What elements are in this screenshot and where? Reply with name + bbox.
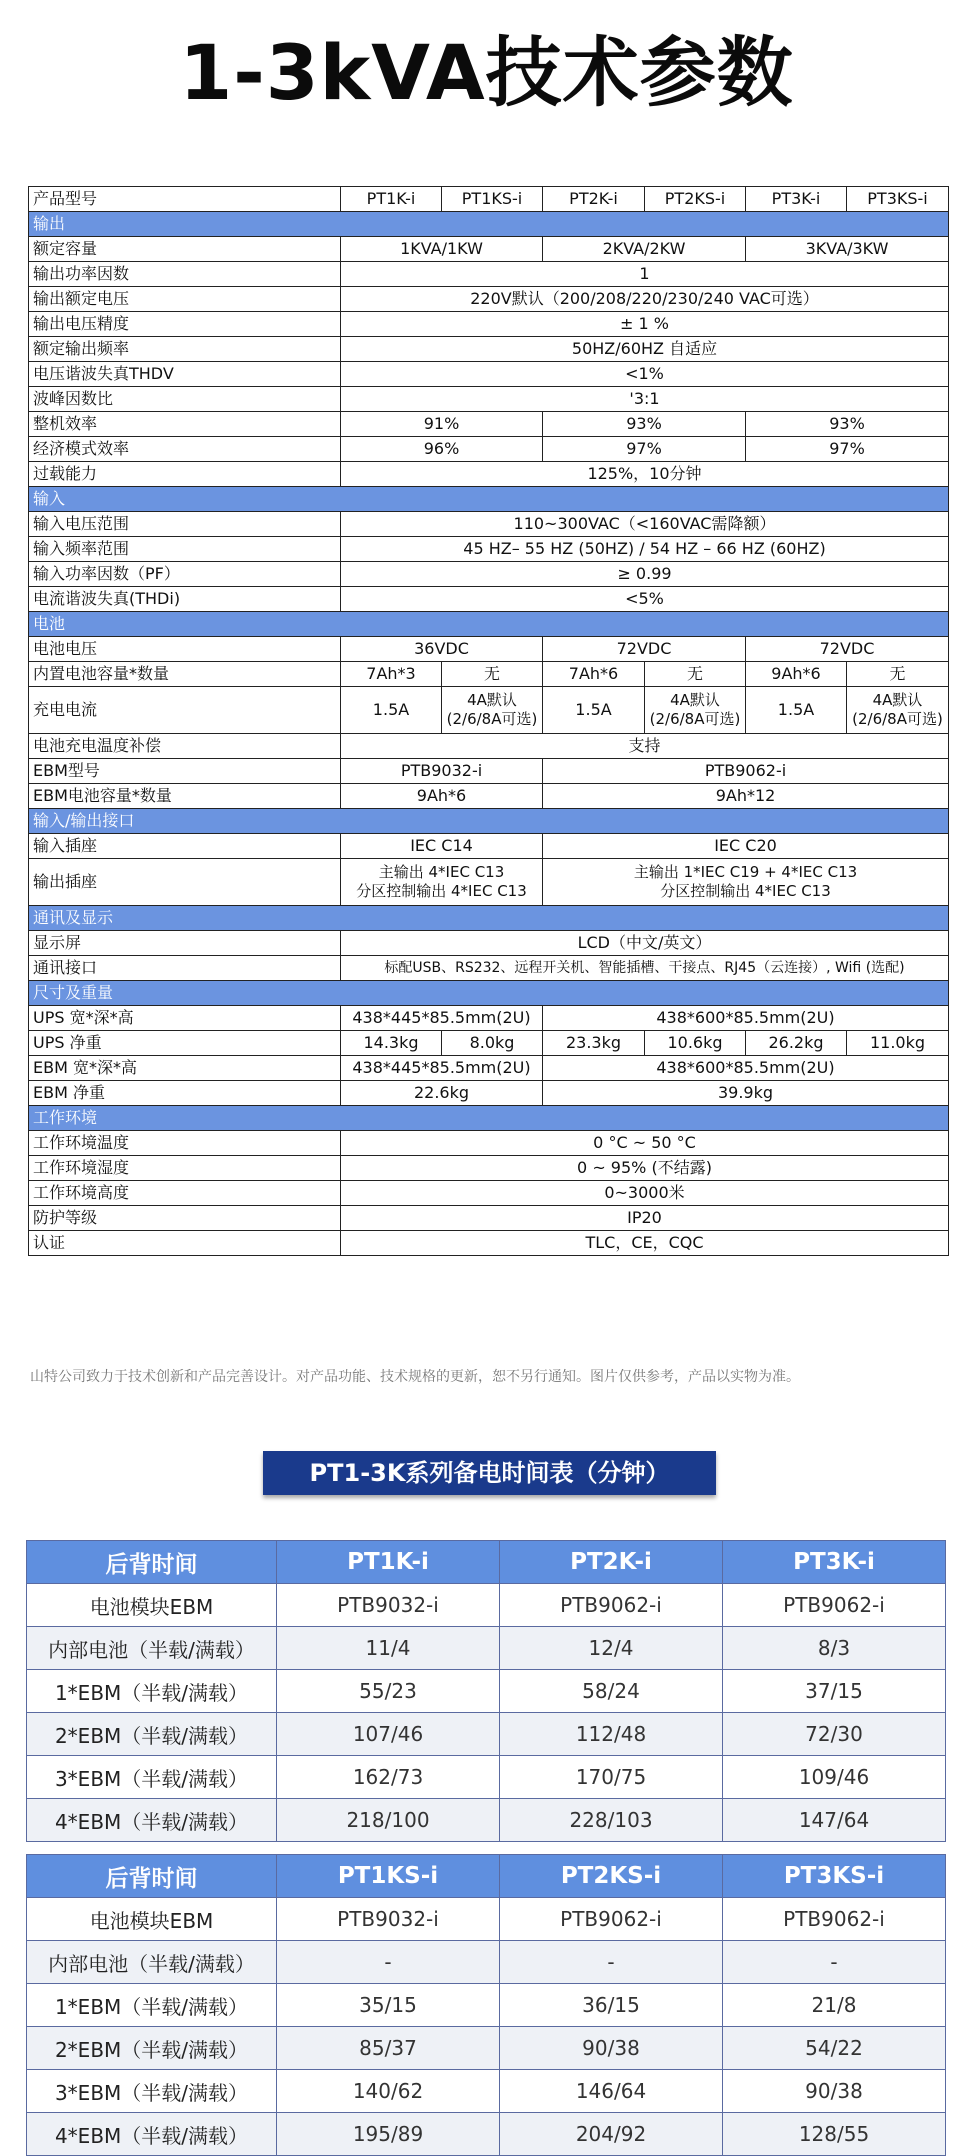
table-cell: PTB9062-i — [500, 1584, 723, 1627]
spec-label: 认证 — [29, 1231, 341, 1256]
spec-label: 输入频率范围 — [29, 537, 341, 562]
table-cell: 128/55 — [723, 2113, 946, 2156]
spec-value: PTB9062-i — [543, 759, 949, 784]
section-title: 工作环境 — [29, 1106, 949, 1131]
table-row — [27, 2070, 946, 2113]
table-row — [27, 1799, 946, 1842]
spec-value: IP20 — [341, 1206, 949, 1231]
spec-label: 额定输出频率 — [29, 337, 341, 362]
spec-row — [29, 784, 949, 809]
table-row — [27, 1984, 946, 2027]
spec-row — [29, 834, 949, 859]
spec-row — [29, 687, 949, 734]
spec-label: EBM 宽*深*高 — [29, 1056, 341, 1081]
table-cell: 85/37 — [277, 2027, 500, 2070]
spec-value — [645, 687, 746, 734]
spec-label: 电池电压 — [29, 637, 341, 662]
spec-value: 7Ah*3 — [341, 662, 442, 687]
section-env — [29, 1106, 949, 1131]
header-cell: PT1K-i — [277, 1541, 500, 1584]
spec-label: 整机效率 — [29, 412, 341, 437]
table-cell: 35/15 — [277, 1984, 500, 2027]
section-title: 输入/输出接口 — [29, 809, 949, 834]
spec-label: 输出电压精度 — [29, 312, 341, 337]
table-row — [27, 1756, 946, 1799]
spec-value: 438*600*85.5mm(2U) — [543, 1056, 949, 1081]
spec-value: IEC C20 — [543, 834, 949, 859]
spec-value: <1% — [341, 362, 949, 387]
table-row — [27, 2027, 946, 2070]
spec-value: 1.5A — [543, 687, 645, 734]
row-label: 4*EBM（半载/满载） — [27, 2113, 277, 2156]
spec-value: 26.2kg — [746, 1031, 847, 1056]
spec-value: 1.5A — [746, 687, 847, 734]
spec-value: 14.3kg — [341, 1031, 442, 1056]
main-output: 主输出 4*IEC C13 — [378, 863, 505, 881]
spec-label: 输入电压范围 — [29, 512, 341, 537]
table-cell: 218/100 — [277, 1799, 500, 1842]
section-output — [29, 212, 949, 237]
table-cell: 90/38 — [723, 2070, 946, 2113]
spec-label: 波峰因数比 — [29, 387, 341, 412]
spec-value — [543, 859, 949, 906]
section-title: 输入 — [29, 487, 949, 512]
spec-value: 220V默认（200/208/220/230/240 VAC可选） — [341, 287, 949, 312]
model-cell: PT2KS-i — [645, 187, 746, 212]
spec-row — [29, 1081, 949, 1106]
spec-label: 产品型号 — [29, 187, 341, 212]
table-row — [27, 1713, 946, 1756]
spec-row — [29, 859, 949, 906]
spec-value: 2KVA/2KW — [543, 237, 746, 262]
table-row — [27, 1627, 946, 1670]
spec-row — [29, 1031, 949, 1056]
spec-value: 无 — [442, 662, 543, 687]
spec-value: 36VDC — [341, 637, 543, 662]
spec-row — [29, 1231, 949, 1256]
backup-table-standard — [26, 1540, 946, 1842]
spec-label: 输出功率因数 — [29, 262, 341, 287]
spec-row — [29, 287, 949, 312]
spec-label: 过载能力 — [29, 462, 341, 487]
section-input — [29, 487, 949, 512]
table-cell: 107/46 — [277, 1713, 500, 1756]
row-label: 1*EBM（半载/满载） — [27, 1984, 277, 2027]
section-battery — [29, 612, 949, 637]
table-cell: PTB9032-i — [277, 1898, 500, 1941]
spec-value: 96% — [341, 437, 543, 462]
spec-value: 438*445*85.5mm(2U) — [341, 1056, 543, 1081]
row-label: 电池模块EBM — [27, 1584, 277, 1627]
charge-options: (2/6/8A可选) — [649, 710, 741, 728]
spec-row — [29, 662, 949, 687]
spec-value: 支持 — [341, 734, 949, 759]
spec-row — [29, 237, 949, 262]
spec-row — [29, 587, 949, 612]
spec-value: 7Ah*6 — [543, 662, 645, 687]
spec-row — [29, 1156, 949, 1181]
table-row — [27, 1584, 946, 1627]
spec-row — [29, 1181, 949, 1206]
spec-value: 50HZ/60HZ 自适应 — [341, 337, 949, 362]
table-cell: 228/103 — [500, 1799, 723, 1842]
spec-value: 93% — [543, 412, 746, 437]
spec-label: 输入功率因数（PF） — [29, 562, 341, 587]
header-cell: PT3KS-i — [723, 1855, 946, 1898]
backup-header-row — [27, 1541, 946, 1584]
row-label: 4*EBM（半载/满载） — [27, 1799, 277, 1842]
spec-row — [29, 1206, 949, 1231]
spec-value: 8.0kg — [442, 1031, 543, 1056]
spec-row — [29, 1131, 949, 1156]
spec-value: IEC C14 — [341, 834, 543, 859]
spec-label: 显示屏 — [29, 931, 341, 956]
table-cell: - — [500, 1941, 723, 1984]
table-cell: 195/89 — [277, 2113, 500, 2156]
table-cell: 21/8 — [723, 1984, 946, 2027]
section-io — [29, 809, 949, 834]
spec-label: 输出额定电压 — [29, 287, 341, 312]
table-cell: 162/73 — [277, 1756, 500, 1799]
spec-label: UPS 净重 — [29, 1031, 341, 1056]
section-title: 电池 — [29, 612, 949, 637]
header-cell: PT2K-i — [500, 1541, 723, 1584]
table-row — [27, 1941, 946, 1984]
spec-label: 输出插座 — [29, 859, 341, 906]
spec-label: 防护等级 — [29, 1206, 341, 1231]
spec-row — [29, 412, 949, 437]
spec-row — [29, 512, 949, 537]
spec-label: 电池充电温度补偿 — [29, 734, 341, 759]
table-cell: 140/62 — [277, 2070, 500, 2113]
spec-label: 经济模式效率 — [29, 437, 341, 462]
spec-value: 9Ah*6 — [341, 784, 543, 809]
spec-value: LCD（中文/英文） — [341, 931, 949, 956]
table-cell: 36/15 — [500, 1984, 723, 2027]
backup-table-long — [26, 1854, 946, 2156]
spec-label: 工作环境温度 — [29, 1131, 341, 1156]
model-cell: PT3KS-i — [847, 187, 949, 212]
spec-row — [29, 462, 949, 487]
spec-value — [442, 687, 543, 734]
spec-value: TLC，CE，CQC — [341, 1231, 949, 1256]
zone-output: 分区控制输出 4*IEC C13 — [356, 882, 527, 900]
row-label: 3*EBM（半载/满载） — [27, 1756, 277, 1799]
spec-header-row — [29, 187, 949, 212]
section-title: 输出 — [29, 212, 949, 237]
table-cell: 54/22 — [723, 2027, 946, 2070]
spec-label: 工作环境湿度 — [29, 1156, 341, 1181]
spec-value: 1KVA/1KW — [341, 237, 543, 262]
spec-label: EBM电池容量*数量 — [29, 784, 341, 809]
spec-value: <5% — [341, 587, 949, 612]
spec-value: 0~3000米 — [341, 1181, 949, 1206]
spec-row — [29, 337, 949, 362]
table-cell: 147/64 — [723, 1799, 946, 1842]
row-label: 内部电池（半载/满载） — [27, 1941, 277, 1984]
backup-time-banner: PT1-3K系列备电时间表（分钟） — [263, 1451, 716, 1495]
spec-label: 工作环境高度 — [29, 1181, 341, 1206]
spec-value: PTB9032-i — [341, 759, 543, 784]
zone-output: 分区控制输出 4*IEC C13 — [660, 882, 831, 900]
table-cell: PTB9062-i — [500, 1898, 723, 1941]
model-cell: PT2K-i — [543, 187, 645, 212]
table-cell: 109/46 — [723, 1756, 946, 1799]
table-cell: 58/24 — [500, 1670, 723, 1713]
table-cell: PTB9062-i — [723, 1898, 946, 1941]
row-label: 3*EBM（半载/满载） — [27, 2070, 277, 2113]
spec-value: 0 °C ~ 50 °C — [341, 1131, 949, 1156]
row-label: 2*EBM（半载/满载） — [27, 2027, 277, 2070]
section-title: 尺寸及重量 — [29, 981, 949, 1006]
header-cell: PT2KS-i — [500, 1855, 723, 1898]
table-cell: 37/15 — [723, 1670, 946, 1713]
spec-row — [29, 1056, 949, 1081]
spec-label: 通讯接口 — [29, 956, 341, 981]
spec-value: 23.3kg — [543, 1031, 645, 1056]
spec-value: 91% — [341, 412, 543, 437]
spec-row — [29, 312, 949, 337]
spec-value: 3KVA/3KW — [746, 237, 949, 262]
spec-label: UPS 宽*深*高 — [29, 1006, 341, 1031]
table-cell: PTB9062-i — [723, 1584, 946, 1627]
table-cell: - — [277, 1941, 500, 1984]
spec-row — [29, 537, 949, 562]
row-label: 1*EBM（半载/满载） — [27, 1670, 277, 1713]
row-label: 内部电池（半载/满载） — [27, 1627, 277, 1670]
spec-label: 电压谐波失真THDV — [29, 362, 341, 387]
spec-value: 125%，10分钟 — [341, 462, 949, 487]
table-cell: 146/64 — [500, 2070, 723, 2113]
spec-label: 额定容量 — [29, 237, 341, 262]
spec-label: EBM 净重 — [29, 1081, 341, 1106]
model-cell: PT3K-i — [746, 187, 847, 212]
row-label: 2*EBM（半载/满载） — [27, 1713, 277, 1756]
page-title: 1-3kVA技术参数 — [179, 28, 794, 117]
spec-value: 标配USB、RS232、远程开关机、智能插槽、干接点、RJ45（云连接）, Wifi (选配) — [341, 956, 949, 981]
section-comm — [29, 906, 949, 931]
spec-value: 11.0kg — [847, 1031, 949, 1056]
spec-value: ± 1 % — [341, 312, 949, 337]
table-cell: 112/48 — [500, 1713, 723, 1756]
table-cell: 72/30 — [723, 1713, 946, 1756]
row-label: 电池模块EBM — [27, 1898, 277, 1941]
charge-default: 4A默认 — [467, 691, 517, 709]
header-cell: PT3K-i — [723, 1541, 946, 1584]
table-row — [27, 2113, 946, 2156]
table-row — [27, 1898, 946, 1941]
spec-row — [29, 362, 949, 387]
spec-value: 39.9kg — [543, 1081, 949, 1106]
spec-row — [29, 759, 949, 784]
spec-value: 22.6kg — [341, 1081, 543, 1106]
table-cell: 8/3 — [723, 1627, 946, 1670]
spec-value: 97% — [543, 437, 746, 462]
spec-value: 438*445*85.5mm(2U) — [341, 1006, 543, 1031]
spec-label: 内置电池容量*数量 — [29, 662, 341, 687]
charge-options: (2/6/8A可选) — [446, 710, 538, 728]
spec-row — [29, 637, 949, 662]
charge-default: 4A默认 — [872, 691, 923, 709]
spec-value: 1.5A — [341, 687, 442, 734]
table-cell: 170/75 — [500, 1756, 723, 1799]
spec-value — [847, 687, 949, 734]
spec-table — [28, 186, 949, 1256]
spec-value: 无 — [847, 662, 949, 687]
spec-value: 72VDC — [543, 637, 746, 662]
spec-label: 电流谐波失真(THDi) — [29, 587, 341, 612]
spec-value: 无 — [645, 662, 746, 687]
spec-row — [29, 956, 949, 981]
header-cell: 后背时间 — [27, 1855, 277, 1898]
section-size — [29, 981, 949, 1006]
table-row — [27, 1670, 946, 1713]
main-output: 主输出 1*IEC C19 + 4*IEC C13 — [633, 863, 858, 881]
spec-row — [29, 387, 949, 412]
spec-row — [29, 437, 949, 462]
spec-value: ≥ 0.99 — [341, 562, 949, 587]
spec-row — [29, 562, 949, 587]
table-cell: 11/4 — [277, 1627, 500, 1670]
spec-label: EBM型号 — [29, 759, 341, 784]
spec-value: 93% — [746, 412, 949, 437]
spec-label: 充电电流 — [29, 687, 341, 734]
spec-value: 9Ah*12 — [543, 784, 949, 809]
spec-value: 110~300VAC（<160VAC需降额） — [341, 512, 949, 537]
spec-value: 10.6kg — [645, 1031, 746, 1056]
header-cell: PT1KS-i — [277, 1855, 500, 1898]
spec-row — [29, 931, 949, 956]
table-cell: - — [723, 1941, 946, 1984]
spec-row — [29, 262, 949, 287]
spec-value: 97% — [746, 437, 949, 462]
spec-value: '3:1 — [341, 387, 949, 412]
table-cell: 12/4 — [500, 1627, 723, 1670]
spec-row — [29, 734, 949, 759]
spec-value: 45 HZ– 55 HZ (50HZ) / 54 HZ – 66 HZ (60HZ) — [341, 537, 949, 562]
spec-label: 输入插座 — [29, 834, 341, 859]
spec-value: 438*600*85.5mm(2U) — [543, 1006, 949, 1031]
header-cell: 后背时间 — [27, 1541, 277, 1584]
table-cell: 55/23 — [277, 1670, 500, 1713]
spec-value: 1 — [341, 262, 949, 287]
table-cell: 90/38 — [500, 2027, 723, 2070]
model-cell: PT1KS-i — [442, 187, 543, 212]
spec-value: 72VDC — [746, 637, 949, 662]
spec-value: 9Ah*6 — [746, 662, 847, 687]
spec-row — [29, 1006, 949, 1031]
spec-value — [341, 859, 543, 906]
table-cell: 204/92 — [500, 2113, 723, 2156]
backup-header-row — [27, 1855, 946, 1898]
section-title: 通讯及显示 — [29, 906, 949, 931]
spec-value: 0 ~ 95% (不结露) — [341, 1156, 949, 1181]
charge-options: (2/6/8A可选) — [852, 710, 943, 728]
table-cell: PTB9032-i — [277, 1584, 500, 1627]
charge-default: 4A默认 — [670, 691, 720, 709]
disclaimer-note: 山特公司致力于技术创新和产品完善设计。对产品功能、技术规格的更新，恕不另行通知。图片仅供参考，产品以实物为准。 — [30, 1369, 800, 1385]
model-cell: PT1K-i — [341, 187, 442, 212]
